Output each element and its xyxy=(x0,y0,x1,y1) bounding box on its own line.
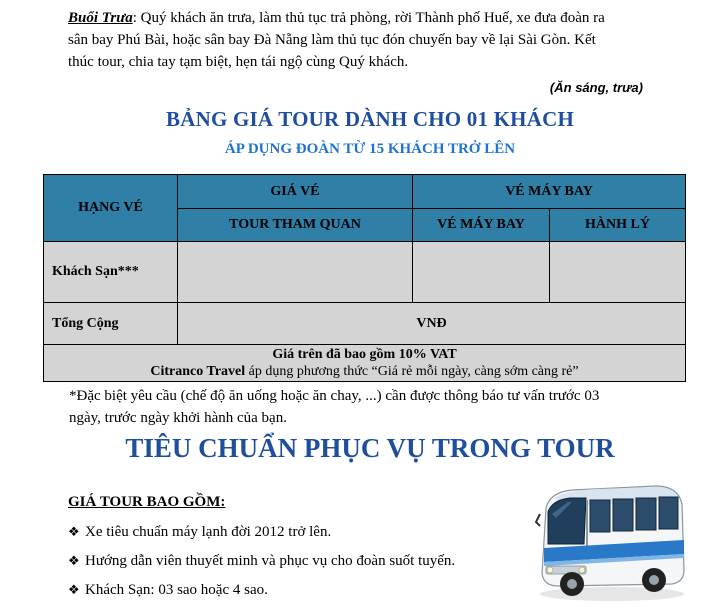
header-ticket-class: HẠNG VÉ xyxy=(44,175,178,242)
afternoon-itinerary xyxy=(68,7,698,73)
itinerary-lead: Buổi Trưa xyxy=(68,10,133,26)
list-item xyxy=(68,520,528,549)
total-currency: VNĐ xyxy=(178,303,686,345)
list-item xyxy=(68,578,528,607)
diamond-bullet-icon: ❖ xyxy=(68,525,80,540)
row-label-hotel: Khách Sạn*** xyxy=(44,242,178,303)
table-row xyxy=(44,242,686,303)
cell-hotel-luggage xyxy=(550,242,686,303)
table-row xyxy=(44,303,686,345)
itinerary-line-1: : Quý khách ăn trưa, làm thủ tục trả phòng, rời Thành phố Huế, xe đưa đoàn ra xyxy=(132,10,605,26)
cell-hotel-tour xyxy=(178,242,413,303)
diamond-bullet-icon: ❖ xyxy=(68,554,80,569)
note-line-1: *Đặc biệt yêu cầu (chế độ ăn uống hoặc ăn chay, ...) cần được thông báo tư vấn trước 03 xyxy=(69,388,600,404)
diamond-bullet-icon: ❖ xyxy=(68,583,80,598)
header-sightseeing: TOUR THAM QUAN xyxy=(178,209,413,242)
note-line-2: ngày, trước ngày khởi hành của bạn. xyxy=(69,410,287,426)
vat-note: Giá trên đã bao gồm 10% VAT xyxy=(272,347,457,362)
meals-note: (Ăn sáng, trưa) xyxy=(549,80,643,95)
special-request-note xyxy=(69,385,689,429)
itinerary-line-2: sân bay Phú Bài, hoặc sân bay Đà Nẵng làm thủ tục đón chuyến bay về lại Sài Gòn. Kết xyxy=(68,32,596,48)
table-footer xyxy=(44,345,686,382)
table-row xyxy=(44,175,686,209)
header-tour-price: GIÁ VÉ xyxy=(178,175,413,209)
itinerary-line-3: thúc tour, chia tay tạm biệt, hẹn tái ngộ cùng Quý khách. xyxy=(68,54,409,70)
header-luggage: HÀNH LÝ xyxy=(550,209,686,242)
list-item xyxy=(68,549,528,578)
price-table-subtitle: ÁP DỤNG ĐOÀN TỪ 15 KHÁCH TRỞ LÊN xyxy=(224,141,516,157)
pricing-policy: áp dụng phương thức “Giá rẻ mỗi ngày, càng sớm càng rẻ” xyxy=(245,364,579,379)
table-row xyxy=(44,345,686,382)
row-label-total: Tổng Cộng xyxy=(44,303,178,345)
included-heading: GIÁ TOUR BAO GỒM: xyxy=(68,494,226,510)
price-table-title: BẢNG GIÁ TOUR DÀNH CHO 01 KHÁCH xyxy=(166,107,574,131)
included-item-text: Hướng dẫn viên thuyết minh và phục vụ cho đoàn suốt tuyến. xyxy=(85,553,456,569)
brand-name: Citranco Travel xyxy=(150,364,246,379)
included-list xyxy=(68,520,528,607)
included-item-text: Xe tiêu chuẩn máy lạnh đời 2012 trở lên. xyxy=(85,524,332,540)
price-table xyxy=(43,174,686,382)
header-air-ticket: VÉ MÁY BAY xyxy=(413,209,550,242)
header-airfare: VÉ MÁY BAY xyxy=(413,175,686,209)
included-item-text: Khách Sạn: 03 sao hoặc 4 sao. xyxy=(85,582,268,598)
service-standards-title: TIÊU CHUẨN PHỤC VỤ TRONG TOUR xyxy=(125,433,615,463)
tour-bus-image xyxy=(528,478,688,604)
cell-hotel-airticket xyxy=(413,242,550,303)
